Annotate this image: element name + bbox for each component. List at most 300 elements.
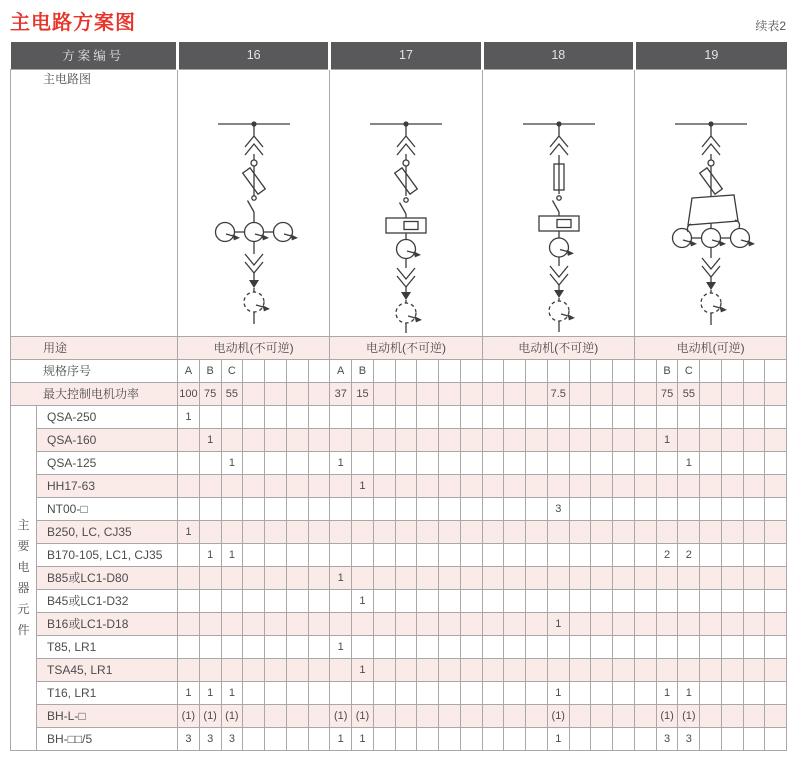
- value-cell: [721, 497, 743, 520]
- value-cell: 1: [678, 681, 700, 704]
- value-cell: [504, 520, 526, 543]
- value-cell: [591, 359, 613, 382]
- value-cell: (1): [199, 704, 221, 727]
- value-cell: 1: [656, 681, 678, 704]
- value-cell: 3: [547, 497, 569, 520]
- value-cell: 1: [221, 543, 243, 566]
- value-cell: [395, 382, 417, 405]
- value-cell: [286, 451, 308, 474]
- value-cell: [569, 451, 591, 474]
- value-cell: [199, 589, 221, 612]
- value-cell: [721, 428, 743, 451]
- value-cell: [221, 497, 243, 520]
- value-cell: [547, 428, 569, 451]
- component-name: QSA-160: [37, 428, 178, 451]
- value-cell: [547, 405, 569, 428]
- value-cell: [199, 635, 221, 658]
- value-cell: [613, 635, 635, 658]
- value-cell: 1: [678, 451, 700, 474]
- component-name: TSA45, LR1: [37, 658, 178, 681]
- value-cell: [656, 612, 678, 635]
- value-cell: [569, 359, 591, 382]
- value-cell: [178, 451, 200, 474]
- value-cell: [265, 635, 287, 658]
- value-cell: [439, 658, 461, 681]
- value-cell: [308, 474, 330, 497]
- value-cell: [569, 382, 591, 405]
- value-cell: [743, 589, 765, 612]
- value-cell: [265, 382, 287, 405]
- value-cell: [613, 589, 635, 612]
- circuit-diagram-16: [178, 69, 330, 336]
- table-header-row: [11, 42, 787, 69]
- value-cell: [634, 658, 656, 681]
- value-cell: [569, 566, 591, 589]
- component-name: B170-105, LC1, CJ35: [37, 543, 178, 566]
- value-cell: 1: [656, 428, 678, 451]
- component-group-label: 主 要 电 器 元 件: [11, 405, 37, 750]
- value-cell: [613, 497, 635, 520]
- value-cell: [700, 359, 722, 382]
- value-cell: [265, 474, 287, 497]
- value-cell: [482, 474, 504, 497]
- value-cell: [417, 520, 439, 543]
- value-cell: [700, 635, 722, 658]
- value-cell: 1: [199, 543, 221, 566]
- value-cell: [743, 704, 765, 727]
- value-cell: [439, 520, 461, 543]
- value-cell: [656, 405, 678, 428]
- value-cell: [678, 589, 700, 612]
- value-cell: [721, 727, 743, 750]
- value-cell: [678, 497, 700, 520]
- value-cell: [373, 704, 395, 727]
- value-cell: [330, 428, 352, 451]
- value-cell: [526, 428, 548, 451]
- value-cell: [634, 497, 656, 520]
- value-cell: [439, 405, 461, 428]
- value-cell: [613, 658, 635, 681]
- value-cell: [178, 589, 200, 612]
- value-cell: [656, 658, 678, 681]
- value-cell: [700, 681, 722, 704]
- value-cell: [613, 474, 635, 497]
- value-cell: [330, 589, 352, 612]
- value-cell: [634, 704, 656, 727]
- value-cell: [721, 359, 743, 382]
- value-cell: [700, 658, 722, 681]
- value-cell: 1: [352, 589, 374, 612]
- value-cell: [308, 566, 330, 589]
- value-cell: [526, 681, 548, 704]
- value-cell: [178, 543, 200, 566]
- value-cell: [504, 451, 526, 474]
- value-cell: 1: [178, 520, 200, 543]
- value-cell: [743, 681, 765, 704]
- usage-value-18: 电动机(不可逆): [482, 336, 634, 359]
- value-cell: [613, 566, 635, 589]
- scheme-18-header: 18: [482, 42, 634, 69]
- value-cell: [547, 589, 569, 612]
- value-cell: [439, 451, 461, 474]
- usage-value-17: 电动机(不可逆): [330, 336, 482, 359]
- value-cell: [286, 566, 308, 589]
- value-cell: [286, 543, 308, 566]
- value-cell: [221, 658, 243, 681]
- value-cell: [743, 543, 765, 566]
- value-cell: [569, 635, 591, 658]
- value-cell: [569, 474, 591, 497]
- value-cell: [765, 681, 787, 704]
- value-cell: [591, 704, 613, 727]
- value-cell: [569, 704, 591, 727]
- value-cell: [678, 474, 700, 497]
- value-cell: [265, 497, 287, 520]
- value-cell: [373, 520, 395, 543]
- continuation-label: 续表2: [755, 19, 786, 33]
- value-cell: [243, 635, 265, 658]
- value-cell: [460, 658, 482, 681]
- value-cell: [569, 612, 591, 635]
- value-cell: [591, 451, 613, 474]
- value-cell: [569, 520, 591, 543]
- value-cell: [547, 359, 569, 382]
- value-cell: [178, 497, 200, 520]
- value-cell: [700, 727, 722, 750]
- value-cell: [482, 635, 504, 658]
- value-cell: [286, 658, 308, 681]
- value-cell: [265, 405, 287, 428]
- value-cell: [395, 451, 417, 474]
- value-cell: [634, 543, 656, 566]
- value-cell: [460, 497, 482, 520]
- value-cell: [482, 543, 504, 566]
- value-cell: [308, 497, 330, 520]
- value-cell: [591, 382, 613, 405]
- value-cell: [765, 520, 787, 543]
- value-cell: [373, 405, 395, 428]
- component-row: [11, 451, 787, 474]
- value-cell: [656, 589, 678, 612]
- value-cell: [308, 405, 330, 428]
- value-cell: [395, 497, 417, 520]
- value-cell: [243, 451, 265, 474]
- value-cell: [221, 589, 243, 612]
- value-cell: [178, 428, 200, 451]
- diagram-row-label: 主电路图: [11, 69, 178, 336]
- component-name: B250, LC, CJ35: [37, 520, 178, 543]
- usage-value-16: 电动机(不可逆): [178, 336, 330, 359]
- value-cell: [613, 543, 635, 566]
- value-cell: [526, 704, 548, 727]
- value-cell: [656, 520, 678, 543]
- value-cell: [439, 497, 461, 520]
- value-cell: [308, 658, 330, 681]
- page-header: [10, 6, 786, 35]
- value-cell: [199, 474, 221, 497]
- value-cell: [417, 382, 439, 405]
- value-cell: [700, 451, 722, 474]
- value-cell: [721, 451, 743, 474]
- value-cell: [395, 612, 417, 635]
- value-cell: [373, 658, 395, 681]
- value-cell: [678, 428, 700, 451]
- component-name: B16或LC1-D18: [37, 612, 178, 635]
- value-cell: [439, 704, 461, 727]
- value-cell: [373, 543, 395, 566]
- circuit-diagram-row: [11, 69, 787, 336]
- value-cell: [417, 497, 439, 520]
- value-cell: [265, 428, 287, 451]
- value-cell: [395, 727, 417, 750]
- value-cell: [199, 566, 221, 589]
- value-cell: [482, 658, 504, 681]
- value-cell: [460, 451, 482, 474]
- value-cell: [199, 658, 221, 681]
- value-cell: [634, 428, 656, 451]
- value-cell: [352, 612, 374, 635]
- value-cell: [765, 635, 787, 658]
- value-cell: 55: [678, 382, 700, 405]
- value-cell: [439, 359, 461, 382]
- value-cell: [243, 428, 265, 451]
- value-cell: [243, 359, 265, 382]
- value-cell: [678, 635, 700, 658]
- value-cell: C: [221, 359, 243, 382]
- value-cell: [265, 359, 287, 382]
- value-cell: [613, 428, 635, 451]
- value-cell: [373, 635, 395, 658]
- value-cell: [547, 520, 569, 543]
- value-cell: [199, 497, 221, 520]
- value-cell: [591, 474, 613, 497]
- usage-row-label: 用途: [11, 336, 178, 359]
- value-cell: [547, 474, 569, 497]
- value-cell: [504, 428, 526, 451]
- value-cell: [743, 612, 765, 635]
- value-cell: [178, 566, 200, 589]
- value-cell: [265, 566, 287, 589]
- value-cell: [700, 382, 722, 405]
- value-cell: B: [352, 359, 374, 382]
- value-cell: [678, 658, 700, 681]
- value-cell: [743, 405, 765, 428]
- value-cell: [526, 589, 548, 612]
- value-cell: [265, 727, 287, 750]
- value-cell: [613, 681, 635, 704]
- value-cell: [417, 681, 439, 704]
- value-cell: [547, 658, 569, 681]
- value-cell: [352, 681, 374, 704]
- value-cell: [221, 612, 243, 635]
- value-cell: [721, 589, 743, 612]
- value-cell: [526, 635, 548, 658]
- value-cell: [765, 428, 787, 451]
- value-cell: [678, 405, 700, 428]
- value-cell: C: [678, 359, 700, 382]
- value-cell: [199, 520, 221, 543]
- value-cell: [439, 612, 461, 635]
- value-cell: 1: [199, 681, 221, 704]
- value-cell: [504, 497, 526, 520]
- value-cell: [700, 589, 722, 612]
- value-cell: [460, 520, 482, 543]
- value-cell: [656, 474, 678, 497]
- value-cell: [721, 635, 743, 658]
- value-cell: [482, 589, 504, 612]
- value-cell: [634, 359, 656, 382]
- value-cell: [395, 589, 417, 612]
- scheme-17-header: 17: [330, 42, 482, 69]
- value-cell: [482, 428, 504, 451]
- value-cell: [634, 635, 656, 658]
- value-cell: [613, 382, 635, 405]
- value-cell: [656, 451, 678, 474]
- value-cell: [417, 658, 439, 681]
- page-title: 主电路方案图: [10, 12, 136, 34]
- value-cell: [700, 497, 722, 520]
- value-cell: [591, 727, 613, 750]
- component-row: [11, 658, 787, 681]
- value-cell: [504, 566, 526, 589]
- value-cell: [286, 405, 308, 428]
- value-cell: 1: [547, 681, 569, 704]
- value-cell: [221, 566, 243, 589]
- value-cell: [569, 497, 591, 520]
- value-cell: [613, 359, 635, 382]
- value-cell: [504, 474, 526, 497]
- value-cell: [352, 405, 374, 428]
- value-cell: [765, 589, 787, 612]
- value-cell: [330, 497, 352, 520]
- value-cell: [743, 497, 765, 520]
- component-row: [11, 474, 787, 497]
- value-cell: [634, 566, 656, 589]
- value-cell: [678, 566, 700, 589]
- value-cell: [221, 428, 243, 451]
- value-cell: [613, 727, 635, 750]
- value-cell: [395, 428, 417, 451]
- value-cell: [178, 635, 200, 658]
- value-cell: [721, 681, 743, 704]
- value-cell: [417, 589, 439, 612]
- value-cell: 15: [352, 382, 374, 405]
- value-cell: [308, 681, 330, 704]
- value-cell: [591, 635, 613, 658]
- value-cell: [373, 727, 395, 750]
- value-cell: [221, 474, 243, 497]
- value-cell: [482, 727, 504, 750]
- value-cell: [308, 612, 330, 635]
- value-cell: (1): [547, 704, 569, 727]
- value-cell: [330, 405, 352, 428]
- value-cell: [613, 451, 635, 474]
- value-cell: [460, 727, 482, 750]
- value-cell: 1: [178, 681, 200, 704]
- value-cell: [243, 474, 265, 497]
- value-cell: [330, 612, 352, 635]
- value-cell: [482, 405, 504, 428]
- value-cell: [569, 681, 591, 704]
- value-cell: B: [656, 359, 678, 382]
- value-cell: [199, 612, 221, 635]
- value-cell: [243, 382, 265, 405]
- component-row: [11, 543, 787, 566]
- value-cell: [439, 681, 461, 704]
- value-cell: [656, 566, 678, 589]
- value-cell: [330, 520, 352, 543]
- value-cell: [308, 727, 330, 750]
- value-cell: [504, 727, 526, 750]
- component-row: [11, 566, 787, 589]
- value-cell: [460, 589, 482, 612]
- value-cell: [417, 635, 439, 658]
- value-cell: [178, 474, 200, 497]
- value-cell: [569, 589, 591, 612]
- value-cell: [460, 566, 482, 589]
- value-cell: 1: [330, 727, 352, 750]
- component-row: [11, 589, 787, 612]
- value-cell: [765, 704, 787, 727]
- value-cell: 3: [199, 727, 221, 750]
- value-cell: [765, 727, 787, 750]
- value-cell: 1: [352, 474, 374, 497]
- value-cell: [439, 382, 461, 405]
- value-cell: [678, 520, 700, 543]
- value-cell: 1: [330, 635, 352, 658]
- value-cell: A: [330, 359, 352, 382]
- value-cell: [765, 658, 787, 681]
- value-cell: [286, 681, 308, 704]
- value-cell: [352, 566, 374, 589]
- value-cell: [613, 704, 635, 727]
- value-cell: 75: [656, 382, 678, 405]
- value-cell: [678, 612, 700, 635]
- value-cell: [286, 382, 308, 405]
- value-cell: [265, 589, 287, 612]
- value-cell: [286, 704, 308, 727]
- value-cell: (1): [656, 704, 678, 727]
- value-cell: (1): [178, 704, 200, 727]
- value-cell: [352, 635, 374, 658]
- component-name: HH17-63: [37, 474, 178, 497]
- value-cell: [330, 543, 352, 566]
- value-cell: [243, 704, 265, 727]
- circuit-diagram-17: [330, 69, 482, 336]
- value-cell: 1: [547, 612, 569, 635]
- value-cell: [656, 635, 678, 658]
- value-cell: [265, 612, 287, 635]
- value-cell: [504, 359, 526, 382]
- circuit-diagram-18: [482, 69, 634, 336]
- value-cell: [504, 681, 526, 704]
- component-row: [11, 428, 787, 451]
- value-cell: [221, 405, 243, 428]
- value-cell: [613, 520, 635, 543]
- value-cell: [721, 382, 743, 405]
- component-name: BH-L-□: [37, 704, 178, 727]
- value-cell: [591, 612, 613, 635]
- value-cell: [373, 428, 395, 451]
- value-cell: [286, 520, 308, 543]
- value-cell: [308, 359, 330, 382]
- value-cell: [417, 428, 439, 451]
- value-cell: [482, 704, 504, 727]
- value-cell: [308, 704, 330, 727]
- value-cell: [526, 727, 548, 750]
- value-cell: [743, 428, 765, 451]
- value-cell: [439, 727, 461, 750]
